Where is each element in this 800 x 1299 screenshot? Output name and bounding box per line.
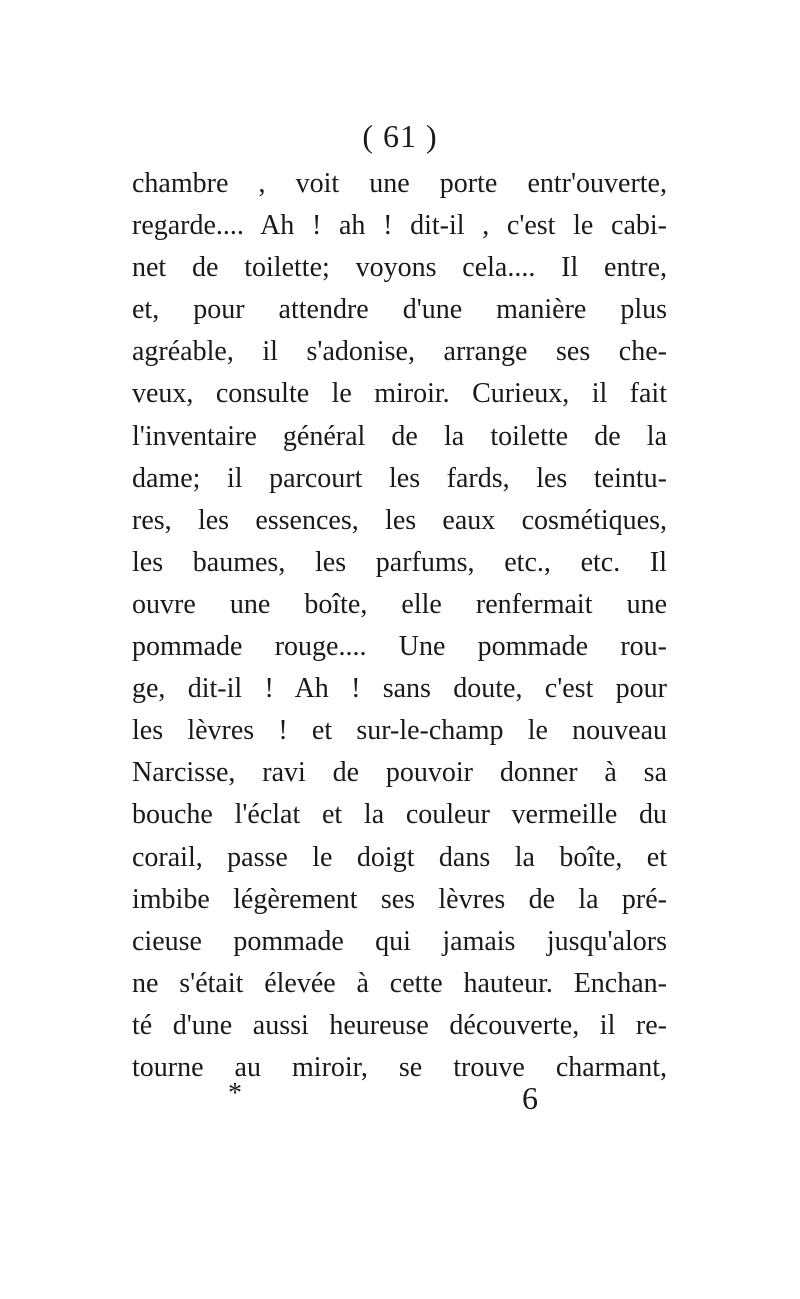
text-line: ge, dit-il ! Ah ! sans doute, c'est pour bbox=[132, 673, 667, 705]
text-line: net de toilette; voyons cela.... Il entre, bbox=[132, 252, 667, 284]
text-line: les lèvres ! et sur-le-champ le nouveau bbox=[132, 715, 667, 747]
text-line: bouche l'éclat et la couleur vermeille du bbox=[132, 799, 667, 831]
page-footer bbox=[0, 1070, 800, 1120]
text-line: ne s'était élevée à cette hauteur. Enchan- bbox=[132, 967, 667, 999]
text-line: les baumes, les parfums, etc., etc. Il bbox=[132, 546, 667, 578]
body-text bbox=[132, 163, 667, 1089]
text-line: chambre , voit une porte entr'ouverte, bbox=[132, 168, 667, 199]
text-line: corail, passe le doigt dans la boîte, et bbox=[132, 841, 667, 873]
text-line: regarde.... Ah ! ah ! dit-il , c'est le cabi- bbox=[132, 210, 667, 242]
text-line: l'inventaire général de la toilette de la bbox=[132, 420, 667, 452]
text-line: Narcisse, ravi de pouvoir donner à sa bbox=[132, 757, 667, 789]
text-line: cieuse pommade qui jamais jusqu'alors bbox=[132, 925, 667, 957]
signature-number: 6 bbox=[522, 1080, 538, 1116]
signature-mark: * bbox=[228, 1078, 242, 1109]
text-line: pommade rouge.... Une pommade rou- bbox=[132, 631, 667, 663]
text-line: veux, consulte le miroir. Curieux, il fait bbox=[132, 378, 667, 410]
text-line: tourne au miroir, se trouve charmant, bbox=[132, 1051, 667, 1083]
text-line: et, pour attendre d'une manière plus bbox=[132, 294, 667, 326]
page-number: ( 61 ) bbox=[362, 118, 438, 154]
text-line: agréable, il s'adonise, arrange ses che- bbox=[132, 336, 667, 368]
text-line: dame; il parcourt les fards, les teintu- bbox=[132, 462, 667, 494]
text-line: ouvre une boîte, elle renfermait une bbox=[132, 588, 667, 620]
text-line: res, les essences, les eaux cosmétiques, bbox=[132, 504, 667, 536]
text-line: té d'une aussi heureuse découverte, il re- bbox=[132, 1009, 667, 1041]
text-line: imbibe légèrement ses lèvres de la pré- bbox=[132, 883, 667, 915]
